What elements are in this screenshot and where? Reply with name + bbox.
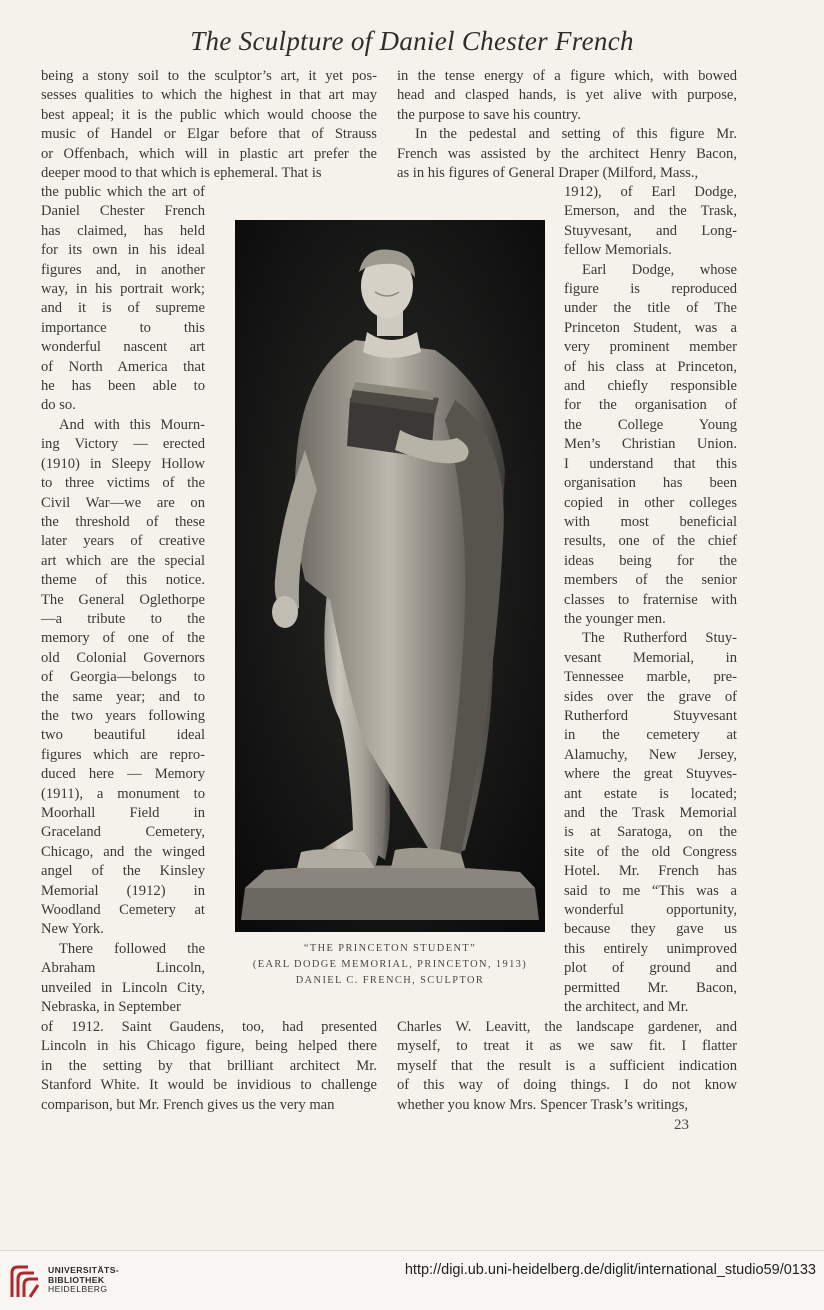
text-line: comparison, but Mr. French gives us the very man [41, 1096, 335, 1113]
text-line: art which are the special [41, 552, 205, 569]
text-line: Lincoln in his Chicago figure, being helped there [41, 1038, 377, 1055]
text-line: old Colonial Governors [41, 649, 205, 666]
text-line: Emerson, and the Trask, [564, 203, 737, 220]
text-line: fellow Memorials. [564, 242, 672, 259]
text-line: theme of this notice. [41, 572, 205, 589]
text-line: do so. [41, 397, 76, 414]
text-line: Tennessee marble, pre- [564, 669, 737, 686]
right-column-top [397, 67, 737, 183]
text-line: plot of ground and [564, 960, 737, 977]
text-line: head and clasped hands, is yet alive with purpose, [397, 87, 737, 104]
text-line: organisation has been [564, 475, 737, 492]
text-line: The General Oglethorpe [41, 591, 205, 608]
text-line: I understand that this [564, 455, 737, 472]
page-number: 23 [674, 1117, 689, 1133]
text-line: of this way of doing things. I do not know [397, 1077, 737, 1094]
text-line: very prominent member [564, 339, 737, 356]
text-line: of North America that [41, 358, 205, 375]
princeton-student-statue-image [235, 220, 545, 932]
text-line: And with this Mourn- [59, 416, 205, 433]
right-column-wrap [564, 183, 737, 1017]
text-line: There followed the [59, 940, 205, 957]
text-line: music of Handel or Elgar before that of Strauss [41, 126, 377, 143]
text-line: the College Young [564, 416, 737, 433]
text-line: figures and, in another [41, 261, 205, 278]
text-line: Moorhall Field in [41, 805, 205, 821]
text-line: for its own in his ideal [41, 242, 205, 259]
library-name [48, 1266, 119, 1295]
text-line: myself, to treat it as we saw fit. I flatter [397, 1038, 737, 1055]
text-line: Daniel Chester French [41, 203, 205, 220]
text-line: Hotel. Mr. French has [564, 863, 737, 880]
caption-memorial: (EARL DODGE MEMORIAL, PRINCETON, 1913) [252, 959, 528, 970]
text-line: in the tense energy of a figure which, with bowed [397, 68, 737, 84]
library-name-line1: UNIVERSITÄTS- [48, 1265, 120, 1275]
text-line: classes to fraternise with [564, 591, 737, 608]
text-line: in the setting by that brilliant architect Mr. [41, 1057, 377, 1074]
text-line: and the Trask Memorial [564, 805, 737, 821]
text-line: figures which are repro- [41, 746, 205, 763]
text-line: he has been able to [41, 378, 205, 395]
text-line: Memorial (1912) in [41, 882, 205, 899]
text-line: members of the senior [564, 572, 737, 589]
viewer-footer [0, 1250, 824, 1310]
text-line: the same year; and to [41, 688, 205, 705]
text-line: (1910) in Sleepy Hollow [41, 455, 205, 472]
text-line: vesant Memorial, in [564, 649, 737, 666]
text-line: Alamuchy, New Jersey, [564, 746, 737, 763]
text-line: under the title of The [564, 300, 737, 317]
text-line: French was assisted by the architect Henry Bacon, [397, 145, 737, 162]
text-line: deeper mood to that which is ephemeral. That is [41, 165, 322, 182]
text-line: Stanford White. It would be invidious to challenge [41, 1077, 377, 1094]
text-line: ideas being for the [564, 552, 737, 569]
text-line: (1911), a monument to [41, 785, 205, 802]
text-line: best appeal; it is the public which would choose the [41, 106, 377, 123]
text-line: the public which the art of [41, 184, 205, 200]
sculpture-photograph [235, 220, 545, 932]
text-line: copied in other colleges [564, 494, 737, 511]
text-line: the architect, and Mr. [564, 999, 689, 1016]
text-line: figure is reproduced [564, 281, 737, 298]
source-url-link[interactable]: http://digi.ub.uni-heidelberg.de/diglit/international_studio59/0133 [404, 1262, 816, 1278]
text-line: Abraham Lincoln, [41, 960, 205, 977]
text-line: ing Victory — erected [41, 436, 205, 453]
text-line: the purpose to save his country. [397, 106, 581, 123]
text-line: Rutherford Stuyvesant [564, 707, 737, 724]
text-line: as in his figures of General Draper (Milford, Mass., [397, 165, 699, 182]
running-head: The Sculpture of Daniel Chester French [190, 26, 634, 56]
text-line: being a stony soil to the sculptor’s art, it yet pos- [41, 68, 377, 84]
caption-title: “THE PRINCETON STUDENT” [303, 943, 477, 954]
text-line: of his class at Princeton, [564, 358, 737, 375]
text-line: Stuyvesant, and Long- [564, 222, 737, 239]
text-line: angel of the Kinsley [41, 863, 205, 880]
right-column-bottom [397, 1018, 737, 1115]
text-line: wonderful nascent art [41, 339, 205, 356]
left-column-top [41, 67, 377, 183]
text-line: unveiled in Lincoln City, [41, 979, 205, 996]
text-line: sides over the grave of [564, 688, 737, 705]
text-line: Men’s Christian Union. [564, 436, 737, 453]
text-line: Charles W. Leavitt, the landscape gardener, and [397, 1019, 737, 1035]
text-line: Princeton Student, was a [564, 319, 737, 336]
left-column-bottom [41, 1018, 377, 1115]
text-line: said to me “This was a [564, 882, 737, 899]
university-library-logo-icon [8, 1263, 42, 1299]
text-line: Chicago, and the winged [41, 843, 205, 860]
text-line: Nebraska, in September [41, 999, 181, 1016]
text-line: Graceland Cemetery, [41, 824, 205, 841]
text-line: whether you know Mrs. Spencer Trask’s writings, [397, 1096, 689, 1113]
text-line: memory of one of the [41, 630, 205, 647]
text-line: duced here — Memory [41, 766, 205, 783]
text-line: because they gave us [564, 921, 737, 938]
text-line: later years of creative [41, 533, 205, 550]
text-line: of 1912. Saint Gaudens, too, had presented [41, 1019, 377, 1035]
text-line: permitted Mr. Bacon, [564, 979, 737, 996]
left-column-wrap [41, 183, 205, 1017]
text-line: where the great Stuyves- [564, 766, 737, 783]
text-line: or Offenbach, which will in plastic art prefer the [41, 145, 377, 162]
text-line: Woodland Cemetery at [41, 902, 205, 919]
text-line: the younger men. [564, 610, 666, 627]
text-line: ant estate is located; [564, 785, 737, 802]
text-line: is at Saratoga, on the [564, 824, 737, 841]
text-line: two beautiful ideal [41, 727, 205, 744]
text-line: the threshold of these [41, 513, 205, 530]
text-line: New York. [41, 921, 104, 938]
text-line: of Georgia—belongs to [41, 669, 205, 686]
caption-credit: DANIEL C. FRENCH, SCULPTOR [295, 975, 485, 986]
figure-caption [200, 941, 580, 989]
text-line: and chiefly responsible [564, 378, 737, 395]
text-line: with most beneficial [564, 513, 737, 530]
text-line: —a tribute to the [41, 610, 205, 627]
text-line: Earl Dodge, whose [582, 261, 737, 278]
text-line: for the organisation of [564, 397, 737, 414]
text-line: and it is of supreme [41, 300, 205, 317]
library-name-line3: HEIDELBERG [48, 1284, 108, 1294]
text-line: site of the old Congress [564, 843, 737, 860]
text-line: Civil War—we are on [41, 494, 205, 511]
text-line: myself that the result is a sufficient indication [397, 1057, 737, 1074]
text-line: results, one of the chief [564, 533, 737, 550]
text-line: importance to this [41, 319, 205, 336]
text-line: wonderful opportunity, [564, 902, 737, 919]
library-name-line2: BIBLIOTHEK [48, 1274, 105, 1285]
text-line: has claimed, has held [41, 222, 205, 239]
text-line: 1912), of Earl Dodge, [564, 184, 737, 200]
text-line: to three victims of the [41, 475, 205, 492]
text-line: this entirely unimproved [564, 940, 737, 957]
text-line: way, in his portrait work; [41, 281, 205, 298]
text-line: in the cemetery at [564, 727, 737, 744]
text-line: sesses qualities to which the highest in that art may [41, 87, 377, 104]
text-line: The Rutherford Stuy- [582, 630, 737, 647]
text-line: In the pedestal and setting of this figure Mr. [415, 126, 737, 143]
text-line: the two years following [41, 707, 205, 724]
